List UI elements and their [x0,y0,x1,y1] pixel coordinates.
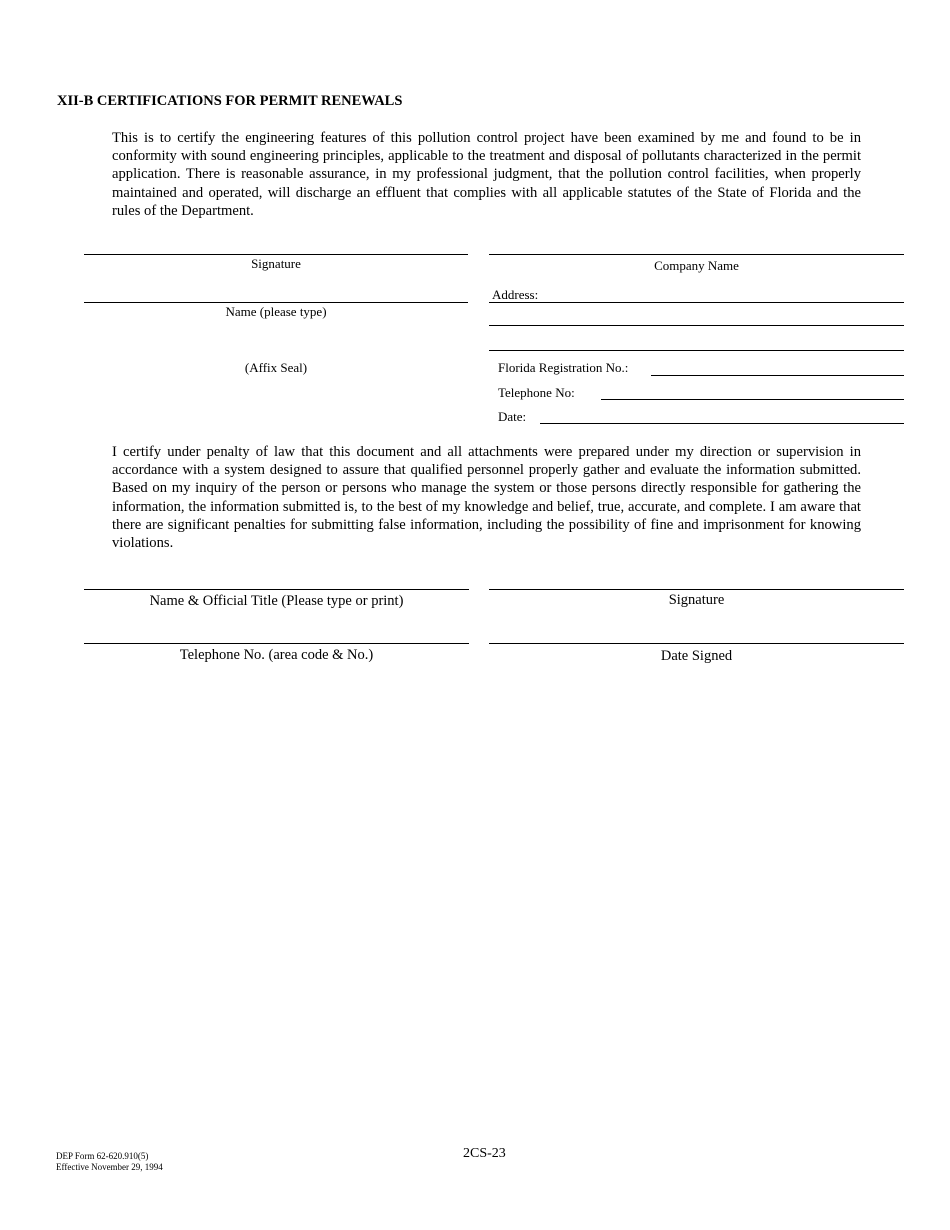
certifier-signature-label: Signature [668,592,725,608]
date-signed-label: Date Signed [660,648,733,664]
signature-label: Signature [251,256,301,271]
penalty-certification-paragraph: I certify under penalty of law that this document and all attachments were prepared under my direction or supervision in accordance with a system designed to assure that qualified personnel properly gather and evaluate the information submitted. Based on my inquiry of the person or persons who manage the system or those persons directly responsible for gathering the information, the information submitted is, to the best of my knowledge and belief, true, accurate, and complete. I am aware that there are significant penalties for submitting false information, including the possibility of fine and imprisonment for knowing violations. [112,444,861,552]
effective-date: Effective November 29, 1994 [56,1162,163,1172]
address-label: Address: [492,287,539,302]
address-line-3[interactable] [489,350,904,351]
affix-seal-label: (Affix Seal) [244,360,308,375]
engineer-certification-paragraph: This is to certify the engineering features of this pollution control project have been examined by me and found to be in conformity with sound engineering principles, applicable to the treatment and disposal of pollutants characterized in the permit application. There is reasonable assurance, in my professional judgment, that the pollution control facilities, when properly maintained and operated, will discharge an effluent that complies with all applicable statutes of the State of Florida and the rules of the Department. [112,130,861,219]
form-number: DEP Form 62-620.910(5) [56,1151,149,1161]
name-title-label: Name & Official Title (Please type or print) [149,593,404,609]
certifier-signature-line[interactable] [489,589,904,590]
telephone-label: Telephone No: [498,385,575,400]
address-line-2[interactable] [489,325,904,326]
telephone-area-label: Telephone No. (area code & No.) [179,647,374,663]
telephone-field-line[interactable] [601,399,904,400]
name-label: Name (please type) [225,304,327,319]
registration-field-line[interactable] [651,375,904,376]
company-name-line[interactable] [489,254,904,255]
company-name-label: Company Name [654,258,739,273]
section-heading: XII-B CERTIFICATIONS FOR PERMIT RENEWALS [57,93,403,109]
address-line-1[interactable] [489,302,904,303]
signature-line[interactable] [84,254,468,255]
telephone-area-line[interactable] [84,643,469,644]
page-number: 2CS-23 [463,1146,506,1161]
registration-label: Florida Registration No.: [498,360,629,375]
name-title-line[interactable] [84,589,469,590]
date-field-line[interactable] [540,423,904,424]
date-signed-line[interactable] [489,643,904,644]
name-line[interactable] [84,302,468,303]
date-label: Date: [498,409,527,424]
